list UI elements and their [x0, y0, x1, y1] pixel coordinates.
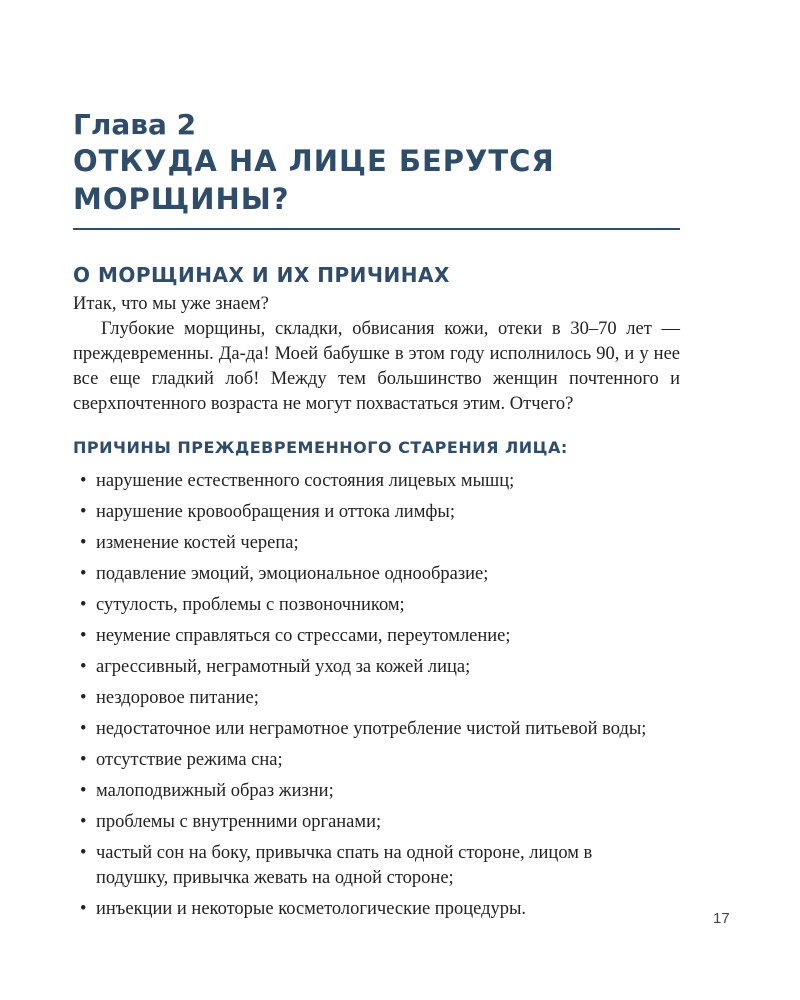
page-content: [73, 108, 680, 928]
list-item: [73, 686, 656, 711]
list-item-text: малоподвижный образ жизни;: [96, 781, 334, 801]
bullet-icon: •: [80, 502, 87, 522]
list-item-text: сутулость, проблемы с позвоночником;: [96, 595, 405, 615]
bullet-icon: •: [80, 719, 87, 739]
bullet-icon: •: [80, 533, 87, 553]
list-item: [73, 897, 656, 922]
bullet-icon: •: [80, 843, 87, 863]
section-heading: О МОРЩИНАХ И ИХ ПРИЧИНАХ: [73, 263, 450, 287]
list-item: [73, 562, 656, 587]
bullet-icon: •: [80, 564, 87, 584]
bullet-icon: •: [80, 471, 87, 491]
list-item: [73, 593, 656, 618]
list-item-text: изменение костей черепа;: [96, 533, 299, 553]
list-item: [73, 500, 656, 525]
chapter-title-line-2: МОРЩИНЫ?: [73, 182, 290, 216]
list-item-text: нездоровое питание;: [96, 688, 259, 708]
title-divider: [73, 228, 680, 230]
bullet-icon: •: [80, 688, 87, 708]
list-item: [73, 655, 656, 680]
intro-text: [73, 292, 680, 417]
bullet-icon: •: [80, 781, 87, 801]
list-item-text: агрессивный, неграмотный уход за кожей лица;: [96, 657, 471, 677]
list-item: [73, 717, 656, 742]
list-item-text: проблемы с внутренними органами;: [96, 812, 382, 832]
bullet-icon: •: [80, 657, 87, 677]
list-item: [73, 531, 656, 556]
bullet-icon: •: [80, 595, 87, 615]
bullet-icon: •: [80, 750, 87, 770]
list-item: [73, 841, 656, 891]
list-item-text: подавление эмоций, эмоциональное однообразие;: [96, 564, 489, 584]
list-item-text: отсутствие режима сна;: [96, 750, 283, 770]
chapter-label: Глава 2: [73, 108, 197, 141]
list-item-text: инъекции и некоторые косметологические процедуры.: [96, 899, 527, 919]
list-item: [73, 810, 656, 835]
page-number: 17: [713, 910, 730, 927]
list-item: [73, 748, 656, 773]
bullet-icon: •: [80, 626, 87, 646]
list-item-text: недостаточное или неграмотное употребление чистой питьевой воды;: [96, 719, 647, 739]
causes-heading: ПРИЧИНЫ ПРЕЖДЕВРЕМЕННОГО СТАРЕНИЯ ЛИЦА:: [73, 438, 568, 457]
list-item-text: нарушение естественного состояния лицевых мышц;: [96, 471, 515, 491]
chapter-title-line-1: ОТКУДА НА ЛИЦЕ БЕРУТСЯ: [73, 144, 555, 178]
causes-list: [73, 469, 680, 922]
list-item: [73, 624, 656, 649]
list-item: [73, 469, 656, 494]
paragraph: Итак, что мы уже знаем?: [73, 294, 269, 314]
list-item-text: нарушение кровообращения и оттока лимфы;: [96, 502, 455, 522]
bullet-icon: •: [80, 812, 87, 832]
list-item-text: частый сон на боку, привычка спать на одной стороне, лицом в подушку, привычка жевать на одной стороне;: [96, 843, 593, 888]
list-item-text: неумение справляться со стрессами, переутомление;: [96, 626, 511, 646]
bullet-icon: •: [80, 899, 87, 919]
list-item: [73, 779, 656, 804]
paragraph: Глубокие морщины, складки, обвисания кожи, отеки в 30–70 лет — преждевременны. Да-да! Моей бабушке в этом году исполнилось 90, и у нее все еще гладкий лоб! Между тем большинство женщин почтенного и сверхпочтенного возраста не могут похвастаться этим. Отчего?: [73, 319, 680, 414]
